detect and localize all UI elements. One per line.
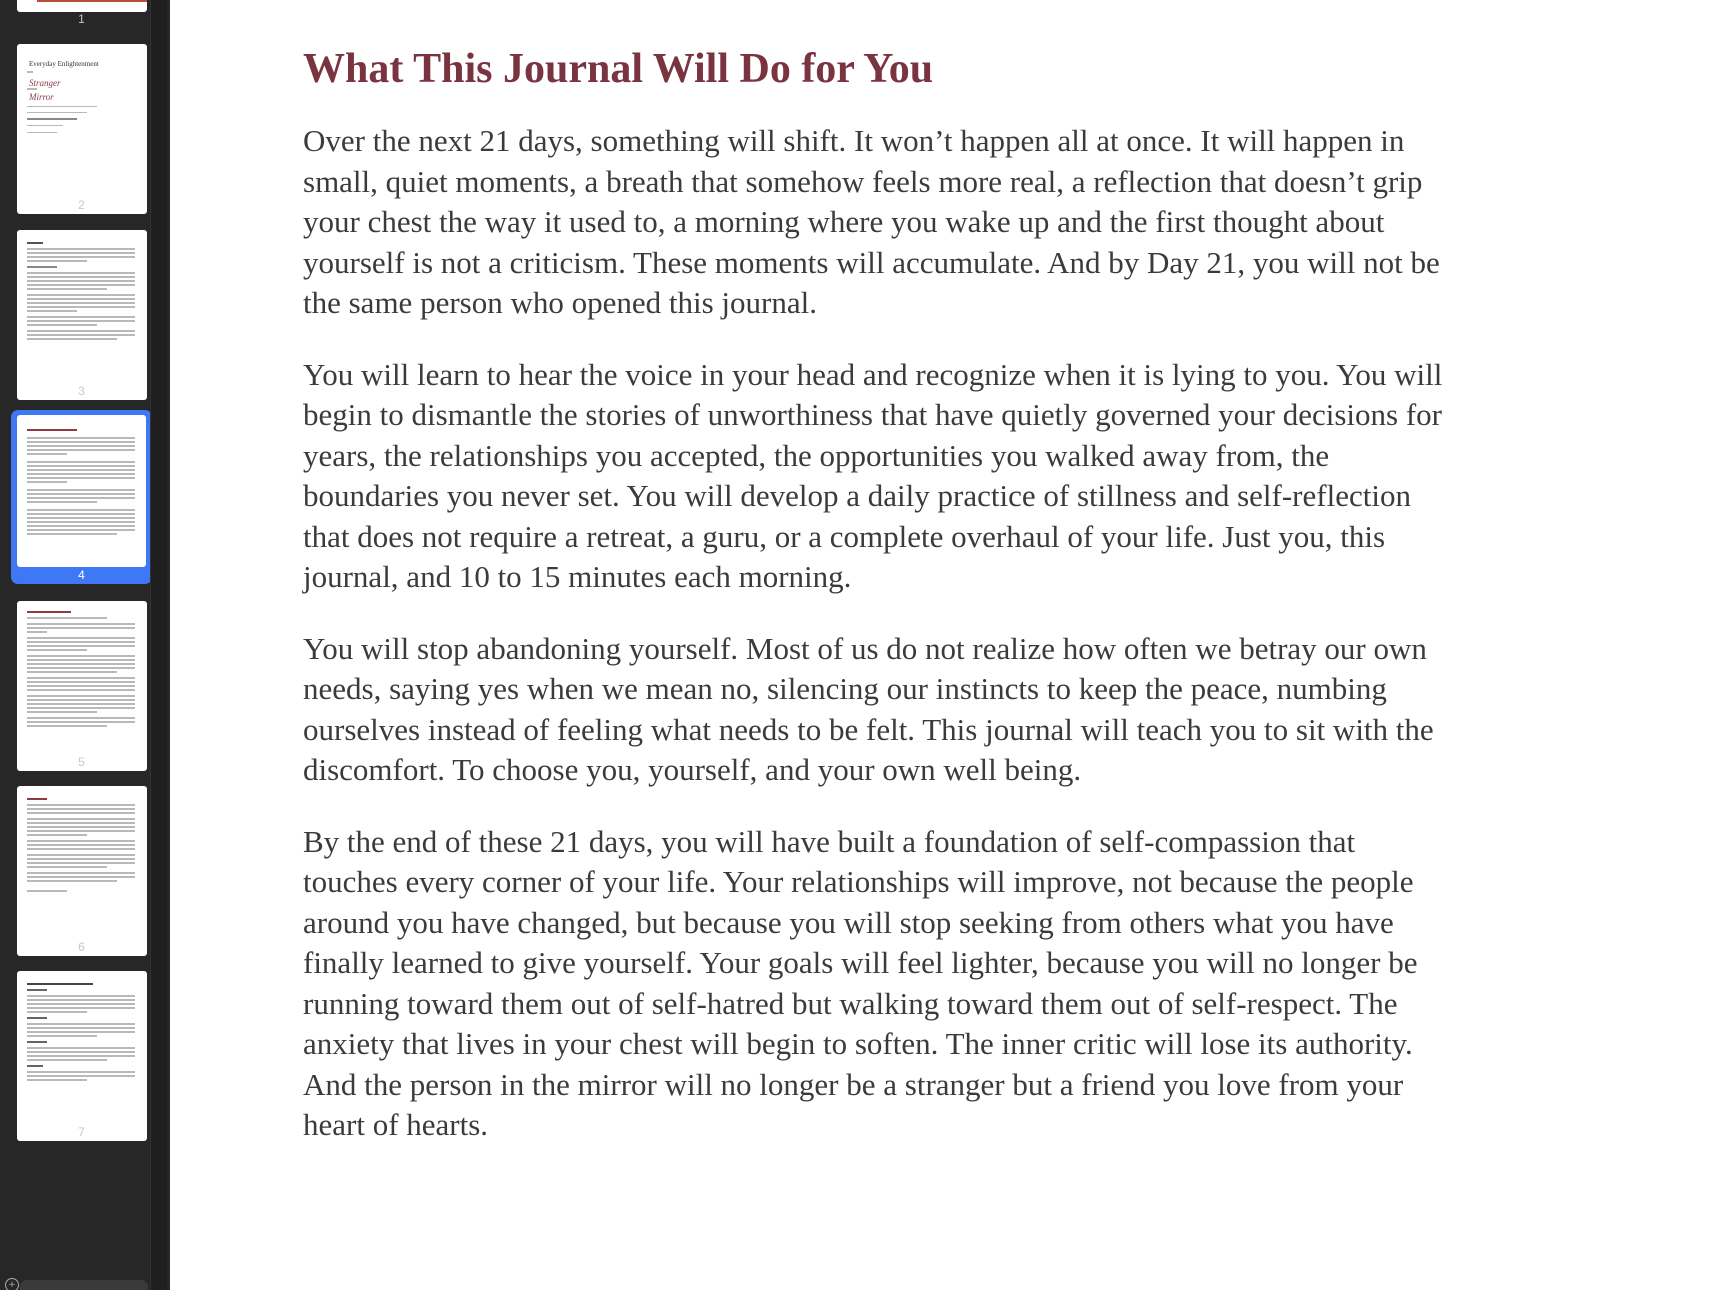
body-paragraph: Over the next 21 days, something will shift. It won’t happen all at once. It will happen in small, quiet moments, a breath that somehow feels more real, a reflection that doesn’t grip your chest the way it used to, a morning where you wake up and the first thought about yourself is not a criticism. These moments will accumulate. And by Day 21, you will not be the same person who opened this journal. [303,123,1440,321]
thumbnail-text: Everyday Enlightenment [29,60,99,68]
thumbnail-image [17,971,147,1141]
page-thumbnail-2[interactable] [11,40,152,218]
body-paragraph: By the end of these 21 days, you will have built a foundation of self-compassion that touches every corner of your life. Your relationships will improve, not because the people around you have changed, but because you will stop seeking from others what you have finally learned to give yourself. Your goals will feel lighter, because you will no longer be running toward them out of self-hatred but walking toward them out of self-respect. The anxiety that lives in your chest will begin to soften. The inner critic will lose its authority. And the person in the mirror will no longer be a stranger but a friend you love from your heart of hearts. [303,823,1418,1143]
thumbnail-image [17,786,147,956]
plus-circle-icon[interactable]: + [5,1278,19,1290]
thumbnail-image [17,230,147,400]
body-paragraph: You will stop abandoning yourself. Most of us do not realize how often we betray our own needs, saying yes when we mean no, silencing our instincts to keep the peace, numbing ourselves instead of feeling what needs to be felt. This journal will teach you to sit with the discomfort. To choose you, yourself, and your own well being. [303,630,1434,788]
thumbnail-text: Stranger [29,78,61,88]
page-number: 1 [78,12,85,26]
page-number: 3 [78,384,85,398]
body-paragraph: You will learn to hear the voice in your head and recognize when it is lying to you. You will begin to dismantle the stories of unworthiness that have quietly governed your decisions for years, the relationships you accepted, the opportunities you walked away from, the boundaries you never set. You will develop a daily practice of stillness and self-reflection that does not require a retreat, a guru, or a complete overhaul of your life. Just you, this journal, and 10 to 15 minutes each morning. [303,356,1443,595]
thumbnail-image [17,415,146,567]
page-thumbnail-3[interactable] [11,226,152,404]
sidebar-footer-handle[interactable] [20,1280,148,1290]
page-content [303,44,1453,1177]
page-thumbnail-5[interactable] [11,597,152,775]
thumbnail-image [17,601,147,771]
page-number: 7 [78,1125,85,1139]
thumbnail-image [17,44,147,214]
thumbnail-sidebar [0,0,170,1290]
thumbnail-image [17,0,147,12]
page-title: What This Journal Will Do for You [303,46,934,92]
document-page [170,0,1734,1290]
page-thumbnail-6[interactable] [11,782,152,960]
page-number: 5 [78,755,85,769]
page-number: 6 [78,940,85,954]
cover-image [37,0,147,2]
thumbnail-text: Mirror [29,92,54,102]
thumbnail-list [0,0,168,1290]
page-thumbnail-4[interactable] [11,410,152,584]
page-number: 4 [78,568,85,582]
page-number: 2 [78,198,85,212]
sidebar-scrollbar[interactable] [150,0,167,1290]
page-thumbnail-7[interactable] [11,967,152,1145]
page-thumbnail-1[interactable] [11,0,152,28]
